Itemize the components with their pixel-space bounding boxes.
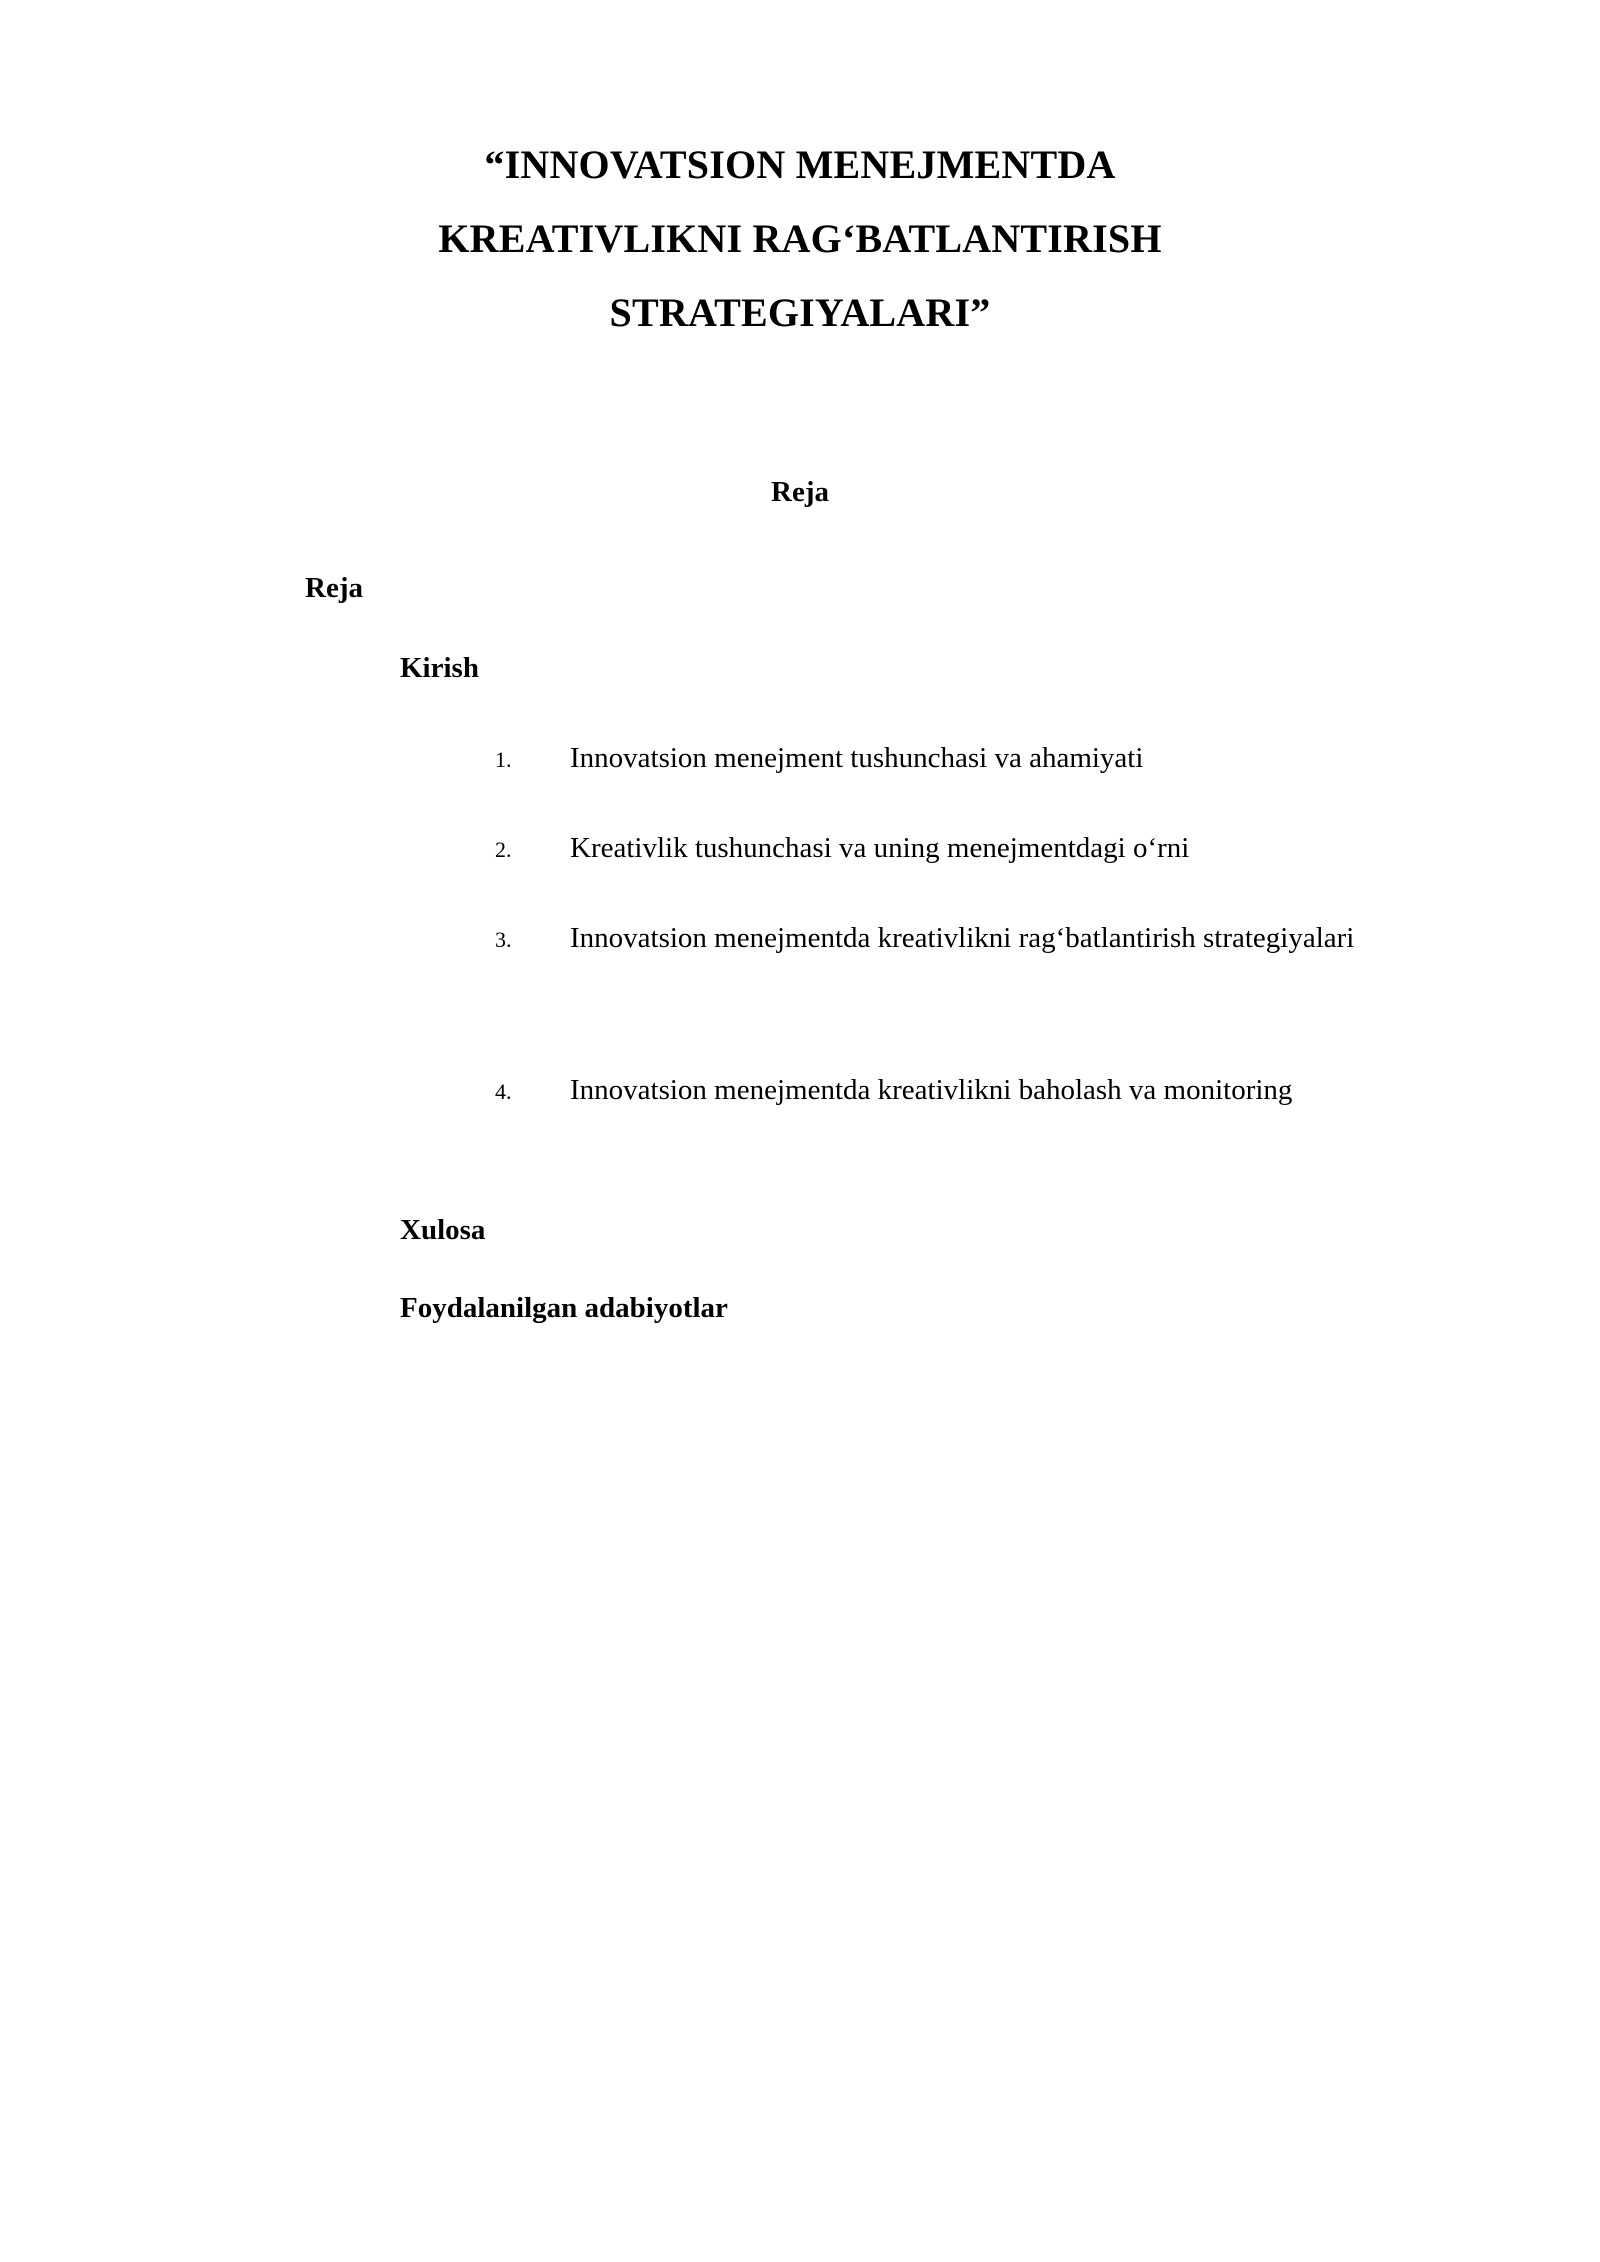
list-item-text: Innovatsion menejment tushunchasi va ahamiyati <box>570 742 1144 774</box>
title-line-1: “INNOVATSION MENEJMENTDA <box>484 142 1116 187</box>
list-item <box>420 1058 1485 1124</box>
list-item-number: 4. <box>495 1079 512 1104</box>
list-item-number: 2. <box>495 837 512 862</box>
section-heading-xulosa: Xulosa <box>400 1214 486 1246</box>
list-item-text: Innovatsion menejmentda kreativlikni baholash va monitoring <box>570 1074 1293 1106</box>
list-item-number: 1. <box>495 747 512 772</box>
list-item <box>420 816 1485 882</box>
subtitle-reja: Reja <box>771 476 829 508</box>
list-item <box>420 906 1485 972</box>
list-item-number: 3. <box>495 927 512 952</box>
section-heading-kirish: Kirish <box>400 652 479 684</box>
title-line-2: KREATIVLIKNI RAGʻBATLANTIRISH <box>438 216 1162 261</box>
page-title <box>300 128 1300 350</box>
list-item <box>420 726 1485 792</box>
section-heading-references: Foydalanilgan adabiyotlar <box>400 1292 728 1324</box>
list-item-text: Kreativlik tushunchasi va uning menejmentdagi oʻrni <box>570 832 1190 864</box>
list-item-text: Innovatsion menejmentda kreativlikni ragʻbatlantirish strategiyalari <box>570 922 1355 954</box>
title-line-3: STRATEGIYALARI” <box>609 290 991 335</box>
outline-heading-reja: Reja <box>305 572 363 604</box>
